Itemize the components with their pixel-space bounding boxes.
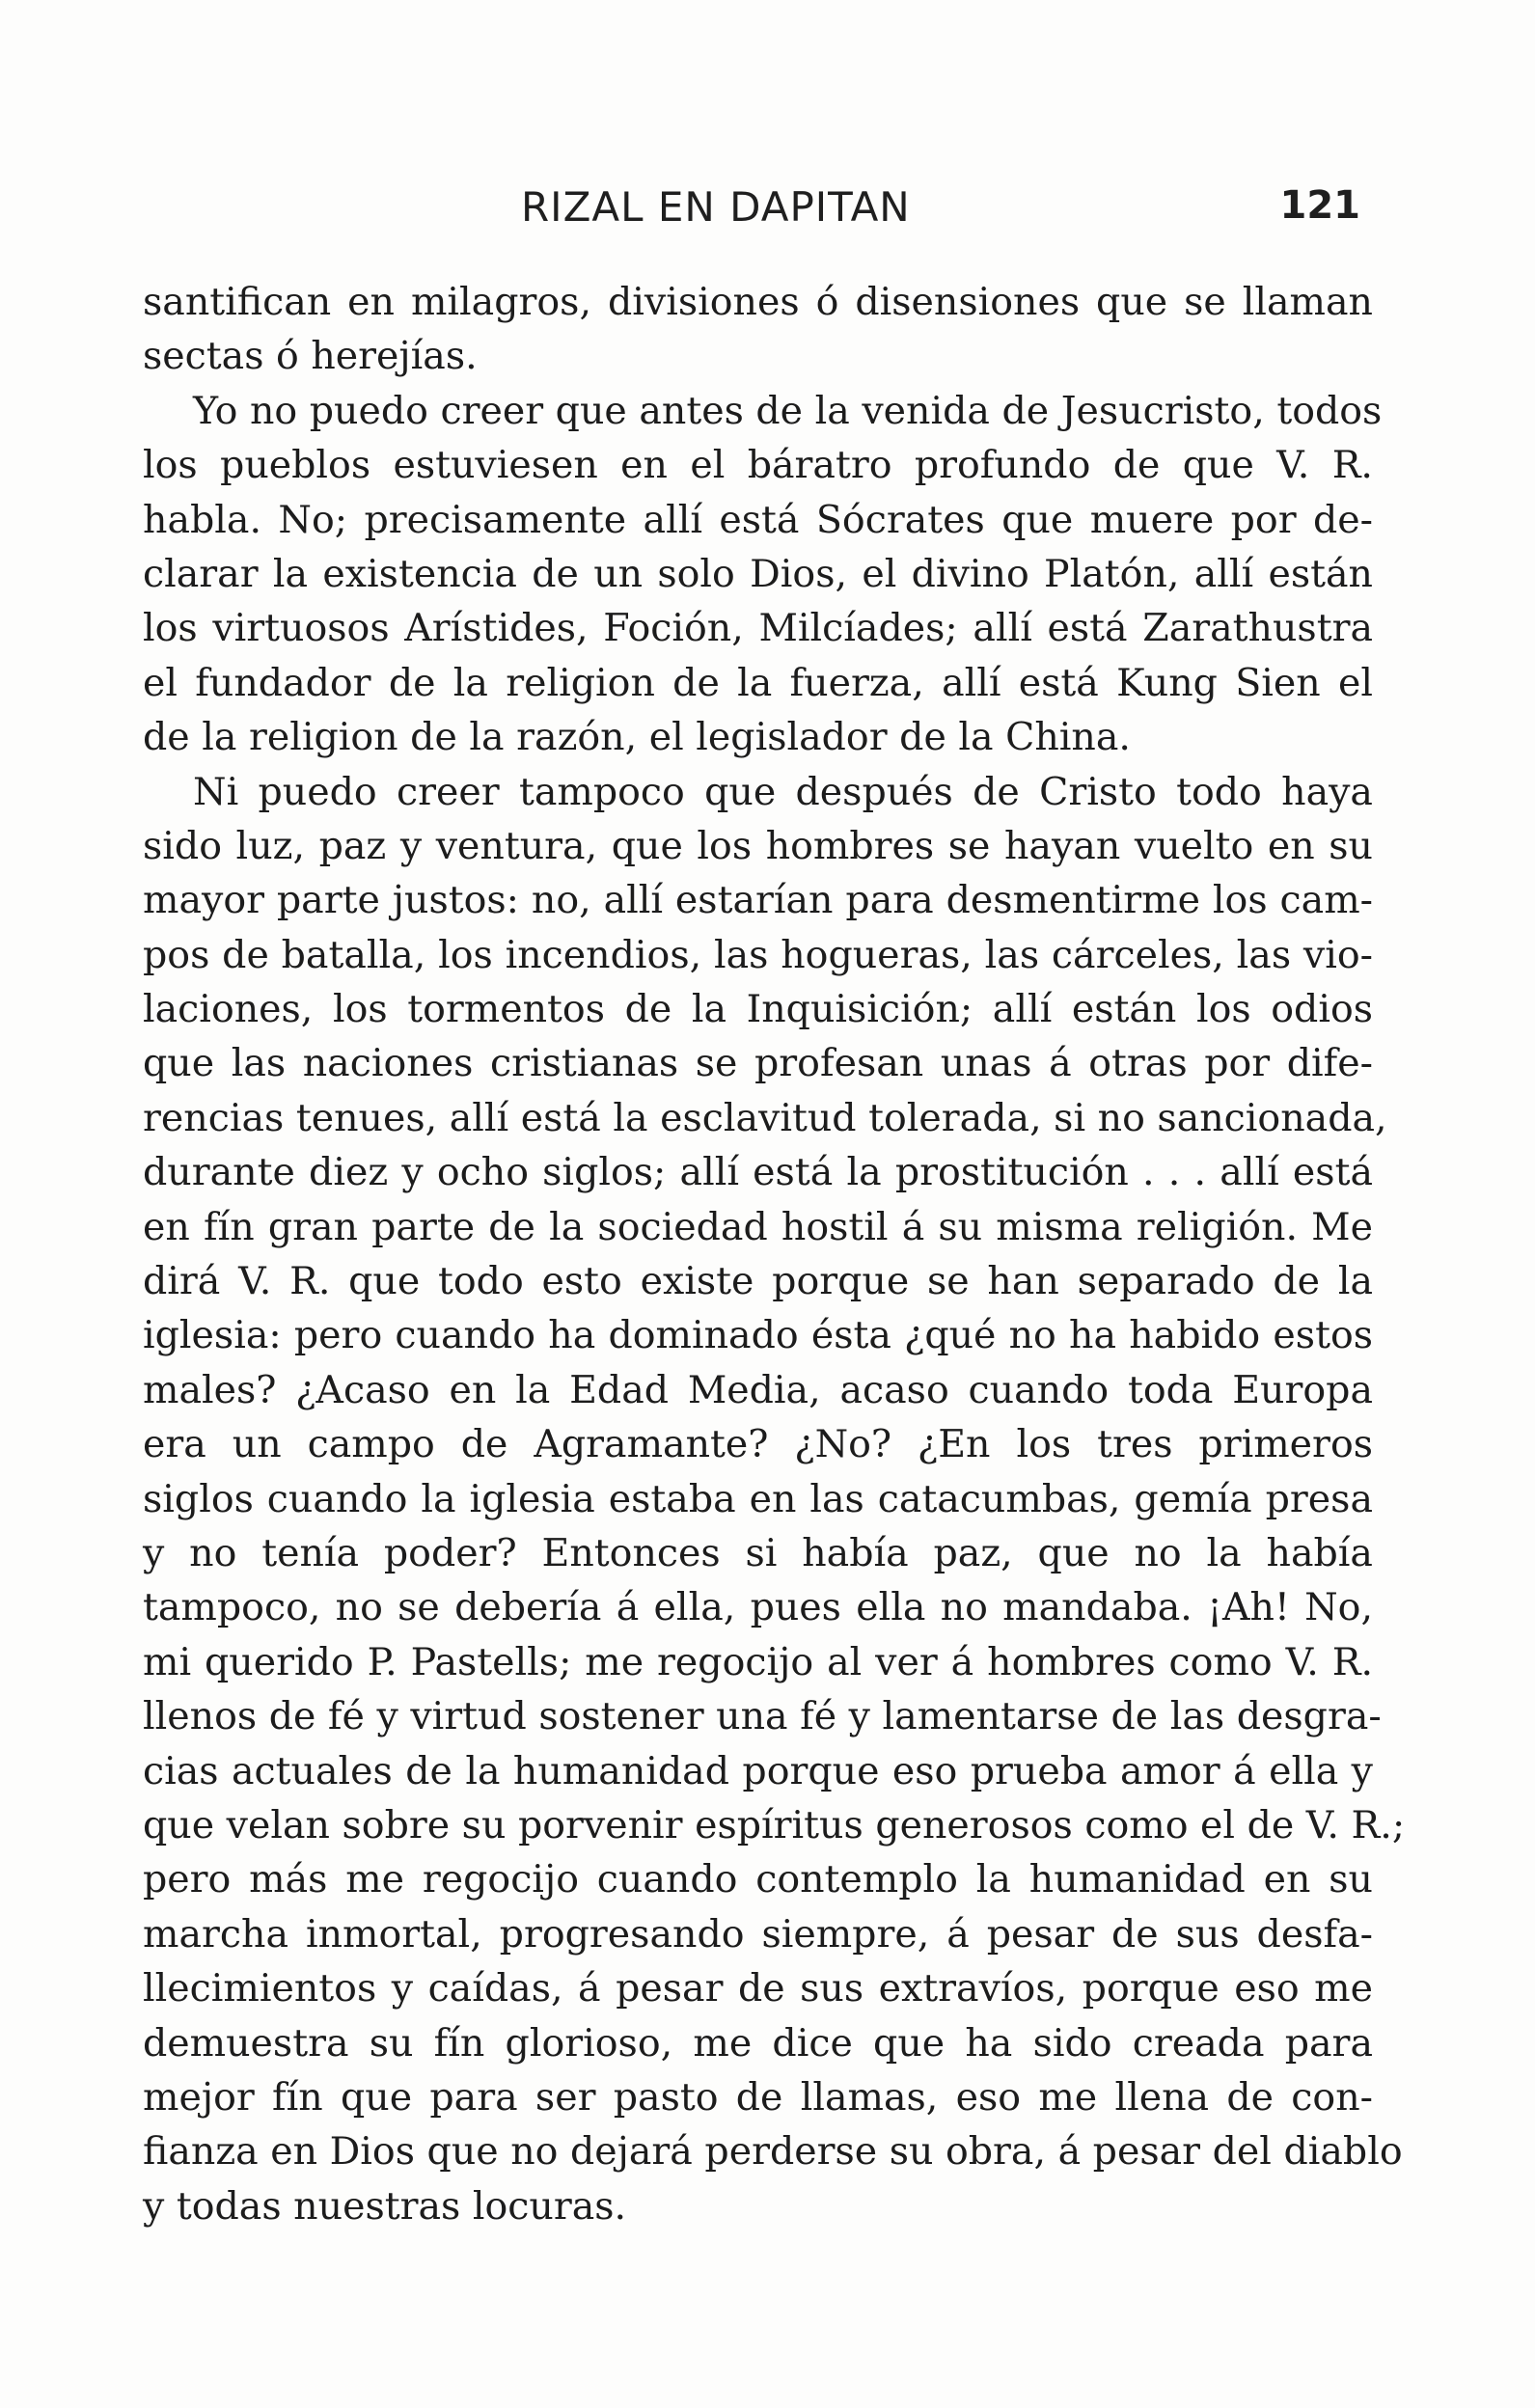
text-line: tampoco, no se debería á ella, pues ella no mandaba. ¡Ah! No, [143,1585,1373,1630]
text-line: iglesia: pero cuando ha dominado ésta ¿qué no ha habido estos [143,1313,1373,1358]
page-number: 121 [1279,183,1360,228]
body-text [143,275,1406,2233]
text-line: mi querido P. Pastells; me regocijo al ver á hombres como V. R. [143,1639,1373,1684]
text-line: llenos de fé y virtud sostener una fé y lamentarse de las desgra- [143,1694,1382,1739]
running-title: RIZAL EN DAPITAN [521,183,911,231]
text-line: el fundador de la religion de la fuerza, allí está Kung Sien el [143,660,1373,705]
text-line: fianza en Dios que no dejará perderse su obra, á pesar del diablo [143,2129,1403,2175]
text-line: rencias tenues, allí está la esclavitud tolerada, si no sancionada, [143,1095,1387,1140]
text-line: sectas ó herejías. [143,334,478,379]
text-line: Yo no puedo creer que antes de la venida de Jesucristo, todos [193,388,1383,433]
text-line: durante diez y ocho siglos; allí está la prostitución . . . allí está [143,1150,1373,1195]
text-line: dirá V. R. que todo esto existe porque se han separado de la [143,1259,1373,1304]
text-line: habla. No; precisamente allí está Sócrates que muere por de- [143,497,1373,542]
text-line: Ni puedo creer tampoco que después de Cristo todo haya [193,769,1373,814]
text-line: que velan sobre su porvenir espíritus generosos como el de V. R.; [143,1802,1406,1847]
text-line: marcha inmortal, progresando siempre, á pesar de sus desfa- [143,1911,1373,1956]
text-line: mejor fín que para ser pasto de llamas, eso me llena de con- [143,2074,1373,2120]
page-header [145,183,1360,241]
text-line: males? ¿Acaso en la Edad Media, acaso cuando toda Europa [143,1367,1373,1412]
text-line: era un campo de Agramante? ¿No? ¿En los tres primeros [143,1422,1373,1467]
text-line: y todas nuestras locuras. [143,2183,627,2229]
text-line: de la religion de la razón, el legislador de la China. [143,715,1131,760]
text-line: santifican en milagros, divisiones ó disensiones que se llaman [143,280,1373,324]
text-line: mayor parte justos: no, allí estarían para desmentirme los cam- [143,878,1373,923]
text-line: clarar la existencia de un solo Dios, el divino Platón, allí están [143,551,1373,596]
text-line: pos de batalla, los incendios, las hogueras, las cárceles, las vio- [143,932,1373,977]
text-line: demuestra su fín glorioso, me dice que ha sido creada para [143,2020,1373,2066]
text-line: sido luz, paz y ventura, que los hombres se hayan vuelto en su [143,823,1373,868]
text-line: los pueblos estuviesen en el báratro profundo de que V. R. [143,443,1373,488]
text-line: en fín gran parte de la sociedad hostil á su misma religión. Me [143,1204,1373,1249]
text-line: laciones, los tormentos de la Inquisición; allí están los odios [143,987,1373,1032]
text-line: y no tenía poder? Entonces si había paz, que no la había [143,1530,1373,1575]
text-line: cias actuales de la humanidad porque eso prueba amor á ella y [143,1748,1373,1793]
text-line: los virtuosos Arístides, Foción, Milcíades; allí está Zarathustra [143,606,1373,651]
text-line: siglos cuando la iglesia estaba en las catacumbas, gemía presa [143,1476,1373,1521]
text-line: llecimientos y caídas, á pesar de sus extravíos, porque eso me [143,1966,1373,2011]
text-line: pero más me regocijo cuando contemplo la humanidad en su [143,1857,1373,1902]
text-line: que las naciones cristianas se profesan unas á otras por dife- [143,1041,1373,1086]
